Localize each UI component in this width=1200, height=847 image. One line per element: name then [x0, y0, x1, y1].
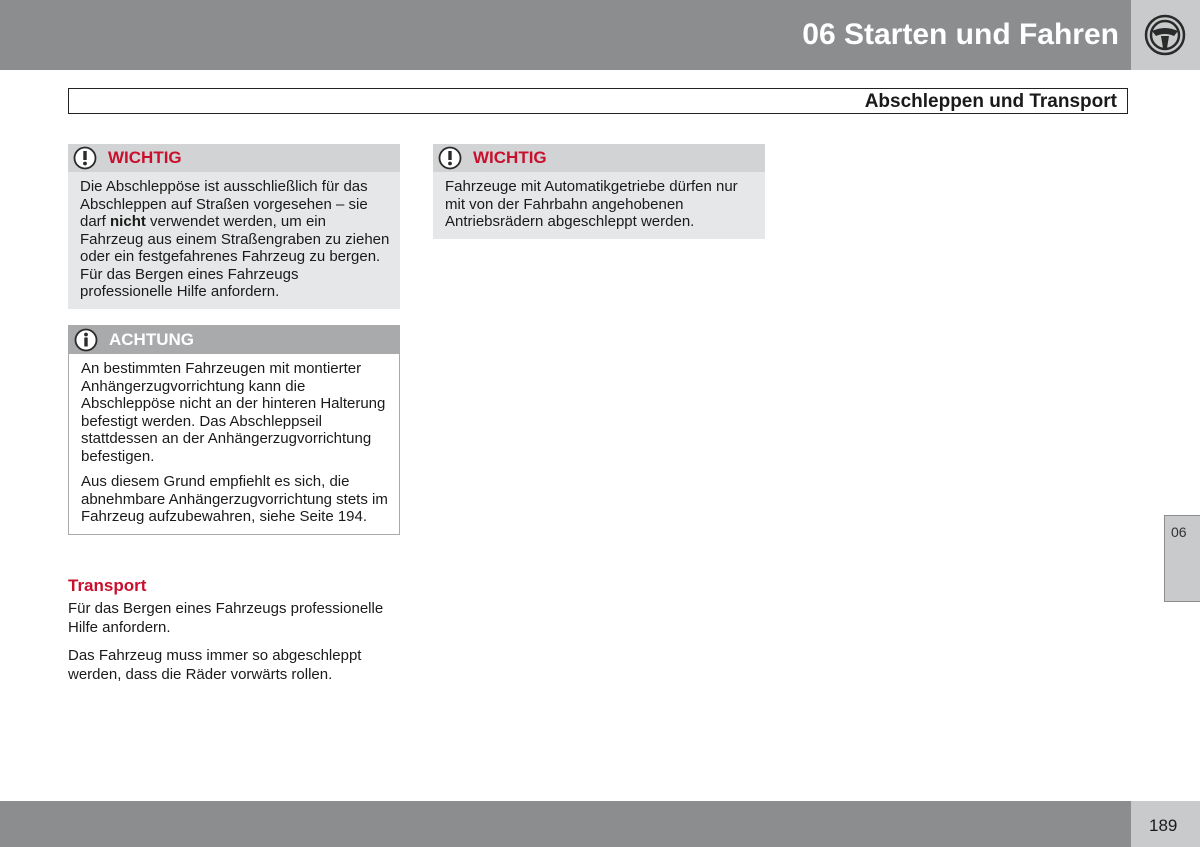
notice-text [80, 178, 390, 301]
notice-label: ACHTUNG [109, 330, 194, 349]
chapter-side-tab [1164, 515, 1200, 602]
info-icon [73, 328, 99, 352]
warning-exclamation-icon [72, 146, 98, 170]
chapter-header-bar [0, 0, 1131, 70]
notice-body [69, 354, 399, 534]
section-title: Abschleppen und Transport [864, 91, 1117, 112]
notice-paragraph: Aus diesem Grund empfiehlt es sich, die abnehmbare Anhängerzugvorrichtung stets im Fahrzeug aufzubewahren, siehe Seite 194. [81, 473, 388, 525]
transport-body [68, 599, 408, 693]
notice-text-part: Die Abschleppöse ist ausschließlich für das Abschleppen auf Straßen vorgesehen – sie darf [80, 178, 368, 230]
achtung-notice [68, 325, 400, 535]
wichtig-notice-2 [433, 144, 765, 239]
notice-text-part: verwendet werden, um ein Fahrzeug aus einem Straßengraben zu ziehen oder ein festgefahrenes Fahrzeug zu bergen. Für das Bergen eines Fahrzeugs professionelle Hilfe anfordern. [80, 213, 390, 300]
notice-paragraph: An bestimmten Fahrzeugen mit montierter Anhängerzugvorrichtung kann die Abschleppöse nicht an der hinteren Halterung befestigt werden. Das Abschleppseil stattdessen an der Anhängerzugvorrichtung befestigen. [81, 360, 386, 465]
chapter-title: 06 Starten und Fahren [802, 18, 1119, 51]
steering-wheel-icon [1144, 14, 1186, 56]
notice-text: Fahrzeuge mit Automatikgetriebe dürfen nur mit von der Fahrbahn angehobenen Antriebsrädern abgeschleppt werden. [445, 178, 738, 230]
side-tab-label: 06 [1171, 524, 1187, 540]
notice-body [433, 172, 765, 239]
notice-text-bold: nicht [110, 213, 146, 230]
chapter-icon-box [1131, 0, 1200, 70]
page-number-box [1131, 801, 1200, 847]
notice-header [68, 144, 400, 172]
warning-exclamation-icon [437, 146, 463, 170]
section-title-bar [68, 88, 1128, 114]
page-number: 189 [1149, 816, 1178, 835]
notice-label: WICHTIG [473, 148, 547, 167]
notice-body [68, 172, 400, 309]
notice-header [433, 144, 765, 172]
transport-heading: Transport [68, 576, 147, 595]
notice-label: WICHTIG [108, 148, 182, 167]
footer-bar [0, 801, 1131, 847]
transport-paragraph: Das Fahrzeug muss immer so abgeschleppt werden, dass die Räder vorwärts rollen. [68, 647, 362, 683]
wichtig-notice-1 [68, 144, 400, 309]
notice-header [69, 326, 399, 354]
transport-paragraph: Für das Bergen eines Fahrzeugs professionelle Hilfe anfordern. [68, 600, 384, 636]
